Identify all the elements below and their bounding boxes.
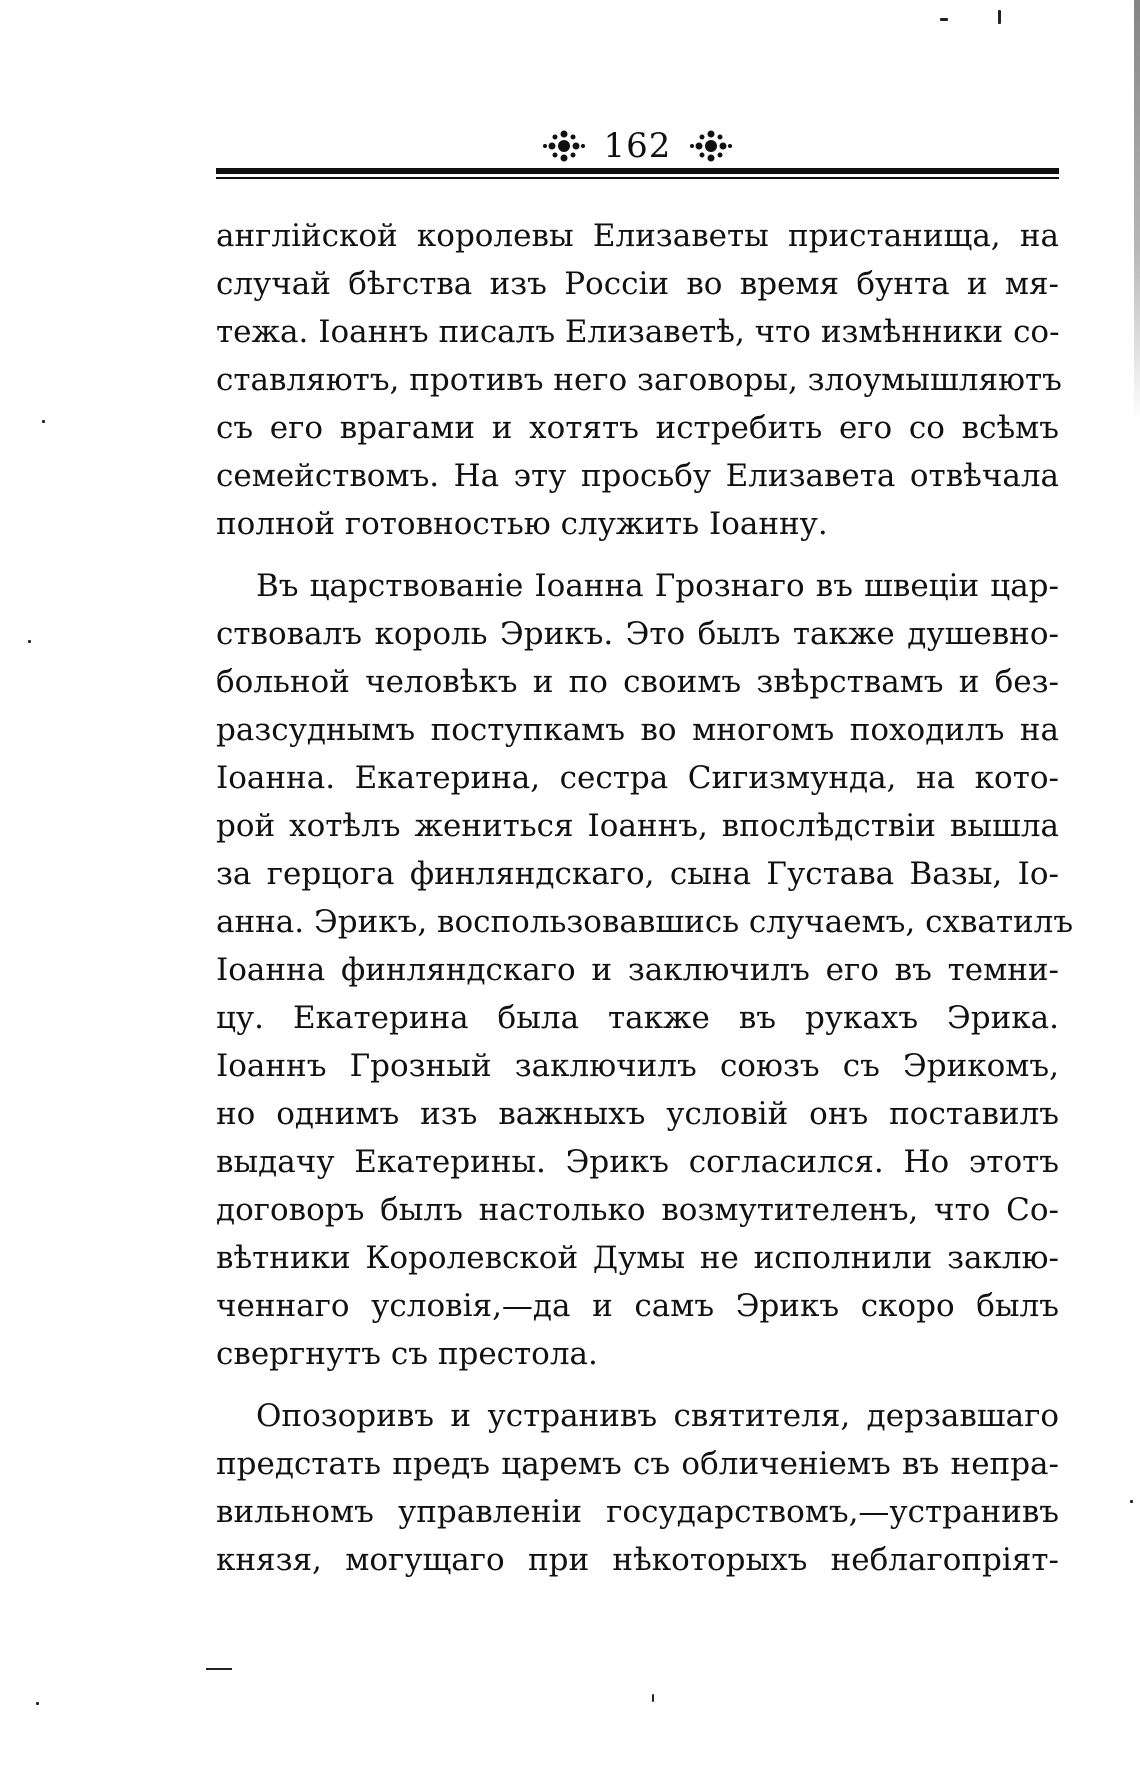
text-line: князя, могущаго при нѣкоторыхъ неблагопріят- — [216, 1542, 1059, 1578]
scan-speck — [28, 640, 31, 643]
text-line: ченнаго условія,—да и самъ Эрикъ скоро былъ — [216, 1288, 1059, 1324]
scan-speck — [42, 420, 45, 423]
text-line: разсуднымъ поступкамъ во многомъ походилъ на — [216, 712, 1059, 748]
text-line: Опозоривъ и устранивъ святителя, дерзавшаго — [256, 1398, 1059, 1434]
text-line: Въ царствованіе Іоанна Грознаго въ швеціи цар- — [256, 568, 1059, 604]
text-line: ставляютъ, противъ него заговоры, злоумышляютъ — [216, 362, 1062, 398]
body-text — [216, 212, 1074, 1584]
text-line: свергнутъ съ престола. — [216, 1336, 598, 1372]
text-line: Іоаннъ Грозный заключилъ союзъ съ Эрикомъ, — [216, 1048, 1059, 1084]
text-line: случай бѣгства изъ Россіи во время бунта и мя- — [216, 266, 1059, 302]
text-line: вильномъ управленіи государствомъ,—устранивъ — [216, 1494, 1059, 1530]
scan-edge-shadow — [1134, 0, 1140, 420]
scan-speck — [652, 1694, 654, 1702]
page-number: 162 — [603, 126, 672, 166]
text-line: вѣтники Королевской Думы не исполнили заклю- — [216, 1240, 1059, 1276]
text-line: договоръ былъ настолько возмутителенъ, что Со- — [216, 1192, 1059, 1228]
floral-ornament-icon — [689, 128, 733, 164]
text-line: но однимъ изъ важныхъ условій онъ поставилъ — [216, 1096, 1059, 1132]
text-line: больной человѣкъ и по своимъ звѣрствамъ и без- — [216, 664, 1059, 700]
header-rule-thin — [216, 177, 1059, 179]
text-line: съ его врагами и хотятъ истребить его со всѣмъ — [216, 410, 1059, 446]
floral-ornament-icon — [542, 128, 586, 164]
scan-speck — [940, 18, 948, 21]
text-line: за герцога финляндскаго, сына Густава Вазы, Іо- — [216, 856, 1059, 892]
text-line: семействомъ. На эту просьбу Елизавета отвѣчала — [216, 458, 1059, 494]
text-line: англійской королевы Елизаветы пристанища, на — [216, 218, 1059, 254]
text-line: ствовалъ король Эрикъ. Это былъ также душевно- — [216, 616, 1059, 652]
text-line: предстать предъ царемъ съ обличеніемъ въ непра- — [216, 1446, 1059, 1482]
text-line: цу. Екатерина была также въ рукахъ Эрика. — [216, 1000, 1059, 1036]
text-line: Іоанна. Екатерина, сестра Сигизмунда, на кото- — [216, 760, 1059, 796]
text-line: выдачу Екатерины. Эрикъ согласился. Но этотъ — [216, 1144, 1059, 1180]
text-line: полной готовностью служить Іоанну. — [216, 506, 828, 542]
text-line: тежа. Іоаннъ писалъ Елизаветѣ, что измѣнники со- — [216, 314, 1060, 350]
scan-speck — [36, 1702, 39, 1705]
text-line: анна. Эрикъ, воспользовавшись случаемъ, схватилъ — [216, 904, 1074, 940]
scan-speck — [998, 10, 1001, 24]
text-line: Іоанна финляндскаго и заключилъ его въ темни- — [216, 952, 1059, 988]
scan-speck — [1130, 1500, 1133, 1503]
footer-dash — [206, 1668, 232, 1670]
header-rule-thick — [216, 168, 1059, 174]
page-header — [216, 118, 1059, 174]
text-line: рой хотѣлъ жениться Іоаннъ, впослѣдствіи вышла — [216, 808, 1059, 844]
